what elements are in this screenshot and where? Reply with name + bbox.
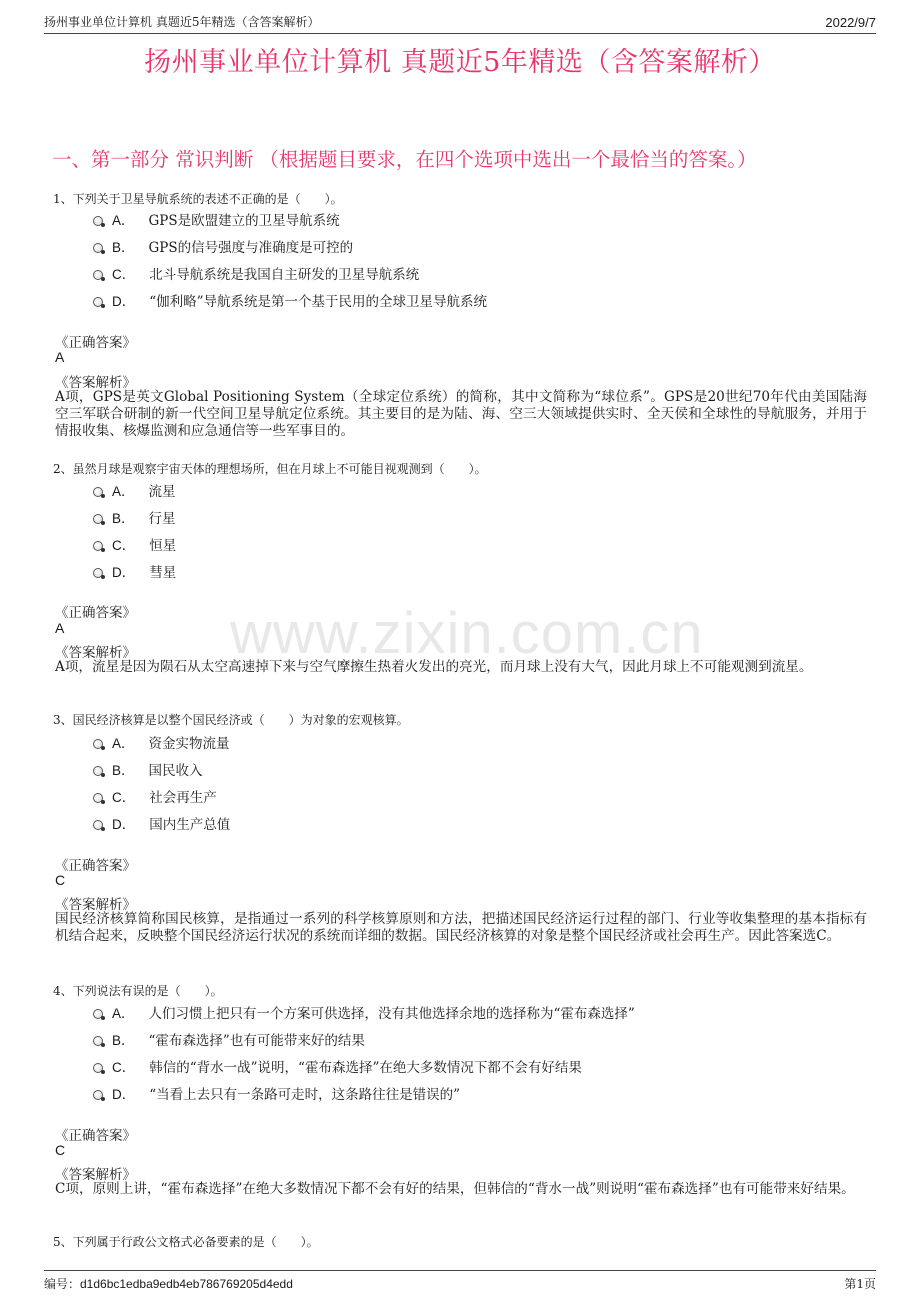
option-d[interactable]: D． 彗星 [93, 561, 176, 581]
correct-answer: A [55, 620, 65, 636]
page-number: 第1页 [844, 1276, 876, 1291]
radio-icon[interactable] [93, 793, 103, 803]
option-b[interactable]: B． 国民收入 [93, 759, 203, 779]
header-date: 2022/9/7 [825, 15, 876, 30]
option-b[interactable]: B． “霍布森选择”也有可能带来好的结果 [93, 1029, 365, 1049]
question-stem: 1、下列关于卫星导航系统的表述不正确的是（ ）。 [53, 192, 343, 206]
analysis-label: 《答案解析》 [55, 375, 136, 391]
correct-answer: C [55, 872, 66, 888]
radio-icon[interactable] [93, 297, 103, 307]
option-b[interactable]: B． GPS的信号强度与准确度是可控的 [93, 236, 353, 256]
header-doc-name: 扬州事业单位计算机 真题近5年精选（含答案解析） [44, 15, 320, 29]
radio-icon[interactable] [93, 1090, 103, 1100]
answer-label: 《正确答案》 [55, 858, 136, 874]
document-code: 编号：d1d6bc1edba9edb4eb786769205d4edd [44, 1276, 293, 1291]
radio-icon[interactable] [93, 243, 103, 253]
question-stem: 3、国民经济核算是以整个国民经济或（ ）为对象的宏观核算。 [53, 713, 409, 727]
analysis-label: 《答案解析》 [55, 1167, 136, 1183]
radio-icon[interactable] [93, 1063, 103, 1073]
radio-icon[interactable] [93, 270, 103, 280]
answer-analysis: A项，GPS是英文Global Positioning System（全球定位系统）的简称，其中文简称为“球位系”。GPS是20世纪70年代由美国陆海空三军联合研制的新一代空间卫星导航定位系统。其主要目的是为陆、海、空三大领域提供实时、全天侯和全球性的导航服务，并用于情报收集、核爆监测和应急通信等一些军事目的。 [55, 389, 867, 439]
radio-icon[interactable] [93, 568, 103, 578]
radio-icon[interactable] [93, 487, 103, 497]
answer-label: 《正确答案》 [55, 335, 136, 351]
radio-icon[interactable] [93, 1009, 103, 1019]
option-d[interactable]: D． 国内生产总值 [93, 813, 230, 833]
section-heading: 一、第一部分 常识判断 （根据题目要求，在四个选项中选出一个最恰当的答案。） [52, 148, 757, 171]
answer-label: 《正确答案》 [55, 605, 136, 621]
watermark: www.zixin.com.cn [230, 601, 704, 666]
option-d[interactable]: D． “伽利略”导航系统是第一个基于民用的全球卫星导航系统 [93, 290, 487, 310]
radio-icon[interactable] [93, 541, 103, 551]
option-c[interactable]: C． 恒星 [93, 534, 176, 554]
option-a[interactable]: A． GPS是欧盟建立的卫星导航系统 [93, 209, 340, 229]
analysis-label: 《答案解析》 [55, 645, 136, 661]
option-d[interactable]: D． “当看上去只有一条路可走时，这条路往往是错误的” [93, 1083, 460, 1103]
answer-label: 《正确答案》 [55, 1128, 136, 1144]
question-stem: 4、下列说法有误的是（ ）。 [53, 984, 223, 998]
page-header [44, 10, 876, 34]
radio-icon[interactable] [93, 739, 103, 749]
radio-icon[interactable] [93, 514, 103, 524]
option-c[interactable]: C． 韩信的“背水一战”说明，“霍布森选择”在绝大多数情况下都不会有好结果 [93, 1056, 582, 1076]
radio-icon[interactable] [93, 766, 103, 776]
analysis-label: 《答案解析》 [55, 897, 136, 913]
answer-analysis: C项，原则上讲，“霍布森选择”在绝大多数情况下都不会有好的结果，但韩信的“背水一战”则说明“霍布森选择”也有可能带来好结果。 [55, 1181, 855, 1197]
question-stem: 5、下列属于行政公文格式必备要素的是（ ）。 [53, 1235, 319, 1249]
correct-answer: C [55, 1142, 66, 1158]
option-b[interactable]: B． 行星 [93, 507, 176, 527]
document-title: 扬州事业单位计算机 真题近5年精选（含答案解析） [144, 47, 776, 78]
option-c[interactable]: C． 社会再生产 [93, 786, 217, 806]
option-c[interactable]: C． 北斗导航系统是我国自主研发的卫星导航系统 [93, 263, 419, 283]
radio-icon[interactable] [93, 216, 103, 226]
correct-answer: A [55, 349, 65, 365]
answer-analysis: A项，流星是因为陨石从太空高速掉下来与空气摩擦生热着火发出的亮光，而月球上没有大气，因此月球上不可能观测到流星。 [55, 659, 813, 675]
option-a[interactable]: A． 流星 [93, 480, 176, 500]
radio-icon[interactable] [93, 820, 103, 830]
answer-analysis: 国民经济核算简称国民核算，是指通过一系列的科学核算原则和方法，把描述国民经济运行过程的部门、行业等收集整理的基本指标有机结合起来，反映整个国民经济运行状况的系统而详细的数据。国民经济核算的对象是整个国民经济或社会再生产。因此答案选C。 [55, 911, 867, 944]
option-a[interactable]: A． 人们习惯上把只有一个方案可供选择，没有其他选择余地的选择称为“霍布森选择” [93, 1002, 635, 1022]
option-a[interactable]: A． 资金实物流量 [93, 732, 230, 752]
question-stem: 2、虽然月球是观察宇宙天体的理想场所，但在月球上不可能目视观测到（ ）。 [53, 462, 487, 476]
radio-icon[interactable] [93, 1036, 103, 1046]
page-footer [44, 1270, 876, 1295]
